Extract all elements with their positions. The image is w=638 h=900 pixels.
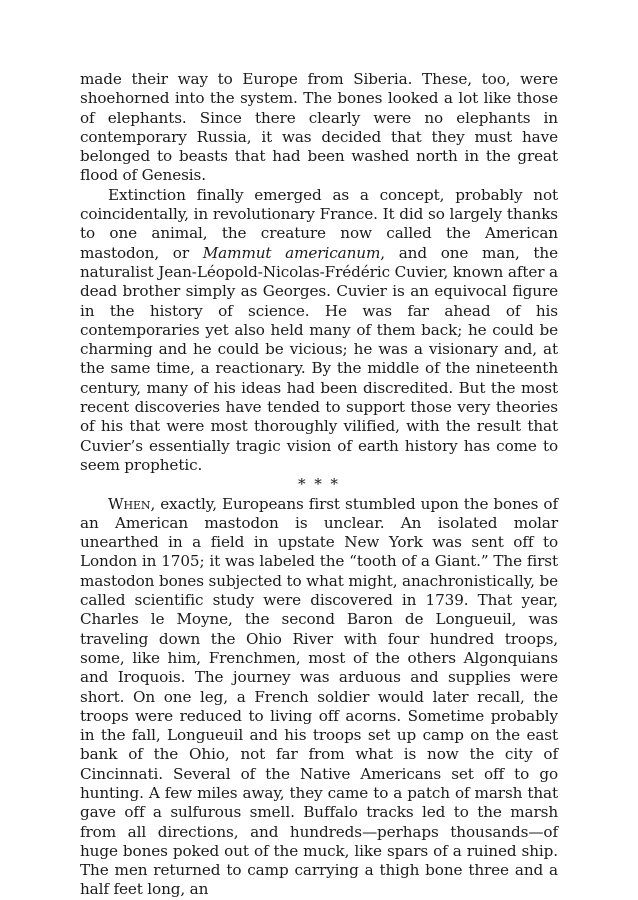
paragraph-mastodon-discovery: [80, 495, 558, 900]
species-name-italic: Mammut americanum: [202, 243, 381, 262]
paragraph-text: , and one man, the naturalist Jean-Léopold-Nicolas-Frédéric Cuvier, known after a dead brother simply as Georges. Cuvier is an equivocal figure in the history of science. He was far ahead of his contemporaries yet also held many of them back; he could be charming and he could be vicious; he was a visionary and, at the same time, a reactionary. By the middle of the nineteenth century, many of his ideas had been discredited. But the most recent discoveries have tended to support those very theories of his that were most thoroughly vilified, with the result that Cuvier’s essentially tragic vision of earth history has come to seem prophetic.: [80, 243, 558, 474]
paragraph-siberia-bones: made their way to Europe from Siberia. These, too, were shoehorned into the system. The bones looked a lot like those of elephants. Since there clearly were no elephants in contemporary Russia, it was decided that they must have belonged to beasts that had been washed north in the great flood of Genesis.: [80, 70, 558, 185]
paragraph-text: Extinction finally emerged as a concept, probably not coincidentally, in revolutionary France. It did so largely thanks to one animal, the creature now called the American mastodon, or: [80, 185, 558, 262]
paragraph-extinction-cuvier: [80, 186, 558, 475]
section-break: * * *: [297, 475, 341, 494]
book-page: [80, 70, 558, 900]
section-lead-word: When,: [108, 494, 156, 513]
paragraph-text: exactly, Europeans first stumbled upon the bones of an American mastodon is unclear. An isolated molar unearthed in a field in upstate New York was sent off to London in 1705; it was labeled the “tooth of a Giant.” The first mastodon bones subjected to what might, anachronistically, be called scientific study were discovered in 1739. That year, Charles le Moyne, the second Baron de Longueuil, was traveling down the Ohio River with four hundred troops, some, like him, Frenchmen, most of the others Algonquians and Iroquois. The journey was arduous and supplies were short. On one leg, a French soldier would later recall, the troops were reduced to living off acorns. Sometime probably in the fall, Longueuil and his troops set up camp on the east bank of the Ohio, not far from what is now the city of Cincinnati. Several of the Native Americans set off to go hunting. A few miles away, they came to a patch of marsh that gave off a sulfurous smell. Buffalo tracks led to the marsh from all directions, and hundreds—perhaps thousands—of huge bones poked out of the muck, like spars of a ruined ship. The men returned to camp carrying a thigh bone three and a half feet long, an: [80, 494, 558, 899]
